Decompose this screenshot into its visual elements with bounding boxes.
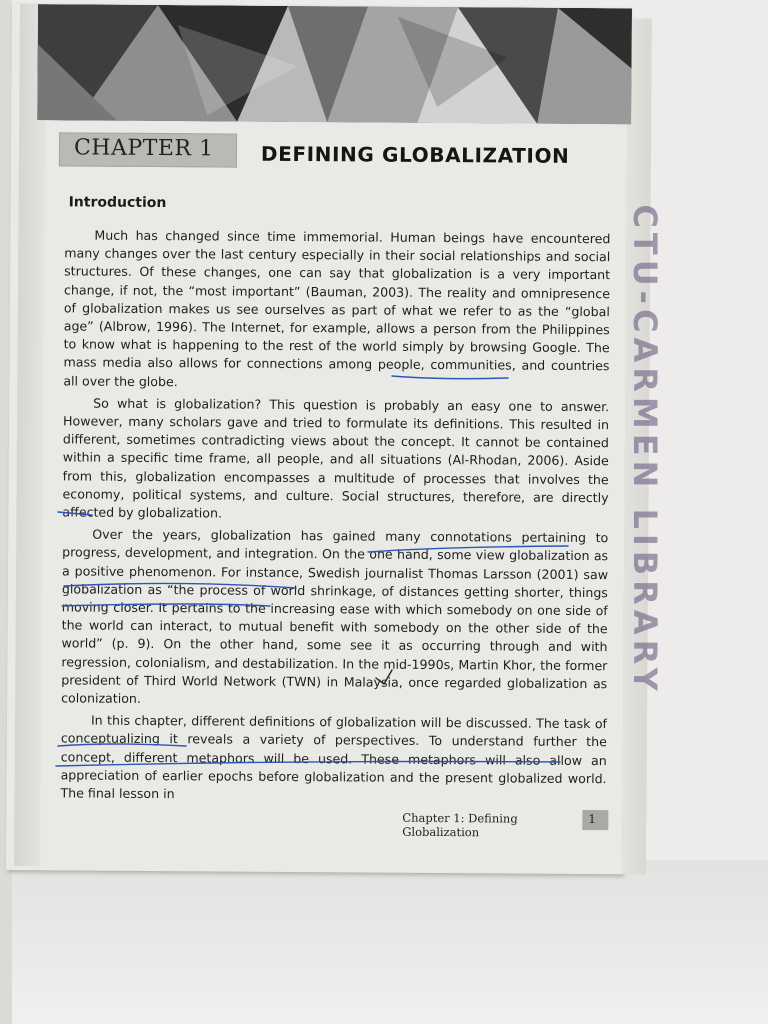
- body-text: [60, 226, 610, 810]
- chapter-label: CHAPTER 1: [73, 135, 214, 162]
- library-stamp: [625, 150, 665, 750]
- book-page: [6, 4, 628, 874]
- paragraph: In this chapter, different definitions of globalization will be discussed. The task of conceptualizing it reveals a variety of perspectives. To understand further the concept, different metaphors will be used. These metaphors will also allow an appreciation of earlier epochs before globalization and the present globalized world. The final lesson in: [60, 712, 608, 802]
- paragraph: So what is globalization? This question is probably an easy one to answer. However, many scholars gave and tried to formulate its definitions. This resulted in different, sometimes contradicting views about the concept. It cannot be contained within a specific time frame, all people, and all situations (Al-Rhodan, 2006). Aside from this, globalization encompasses a multitude of processes that involves the economy, political systems, and culture. Social structures, therefore, are directly affected by globalization.: [62, 395, 610, 521]
- chapter-banner-graphic: [37, 4, 632, 124]
- scanner-background: [0, 860, 768, 1024]
- paragraph: Much has changed since time immemorial. Human beings have encountered many changes over the last century especially in their social relationships and social structures. Of these changes, one can say that globalization is a very important change, if not, the “most important” (Bauman, 2003). The reality and omnipresence of globalization makes us see ourselves as part of what we refer to as the “global age” (Albrow, 1996). The Internet, for example, allows a person from the Philippines to know what is happening to the rest of the world simply by browsing Google. The mass media also allows for connections among people, communities, and countries all over the globe.: [63, 227, 611, 389]
- triangle-pattern: [37, 4, 632, 124]
- section-heading: Introduction: [68, 194, 167, 212]
- chapter-header: [59, 128, 619, 172]
- page-footer: [402, 809, 597, 840]
- page-number: 1: [588, 812, 597, 827]
- chapter-label-box: [59, 132, 237, 167]
- page-number-box: [582, 810, 608, 830]
- library-stamp-text: CTU-CARMEN LIBRARY: [626, 204, 664, 696]
- running-head: Chapter 1: Defining Globalization: [402, 810, 518, 840]
- page-gutter: [14, 4, 46, 866]
- chapter-title: DEFINING GLOBALIZATION: [260, 141, 570, 168]
- paragraph: Over the years, globalization has gained many connotations pertaining to progress, development, and integration. On the one hand, some view globalization as a positive phenomenon. For instance, Swedish journalist Thomas Larsson (2001) saw globalization as “the process of world shrinkage, of distances getting shorter, things moving closer. It pertains to the increasing ease with which somebody on one side of the world can interact, to mutual benefit with somebody on the other side of the world” (p. 9). On the other hand, some see it as occurring through and with regression, colonialism, and destabilization. In the mid-1990s, Martin Khor, the former president of Third World Network (TWN) in Malaysia, once regarded globalization as colonization.: [61, 526, 609, 706]
